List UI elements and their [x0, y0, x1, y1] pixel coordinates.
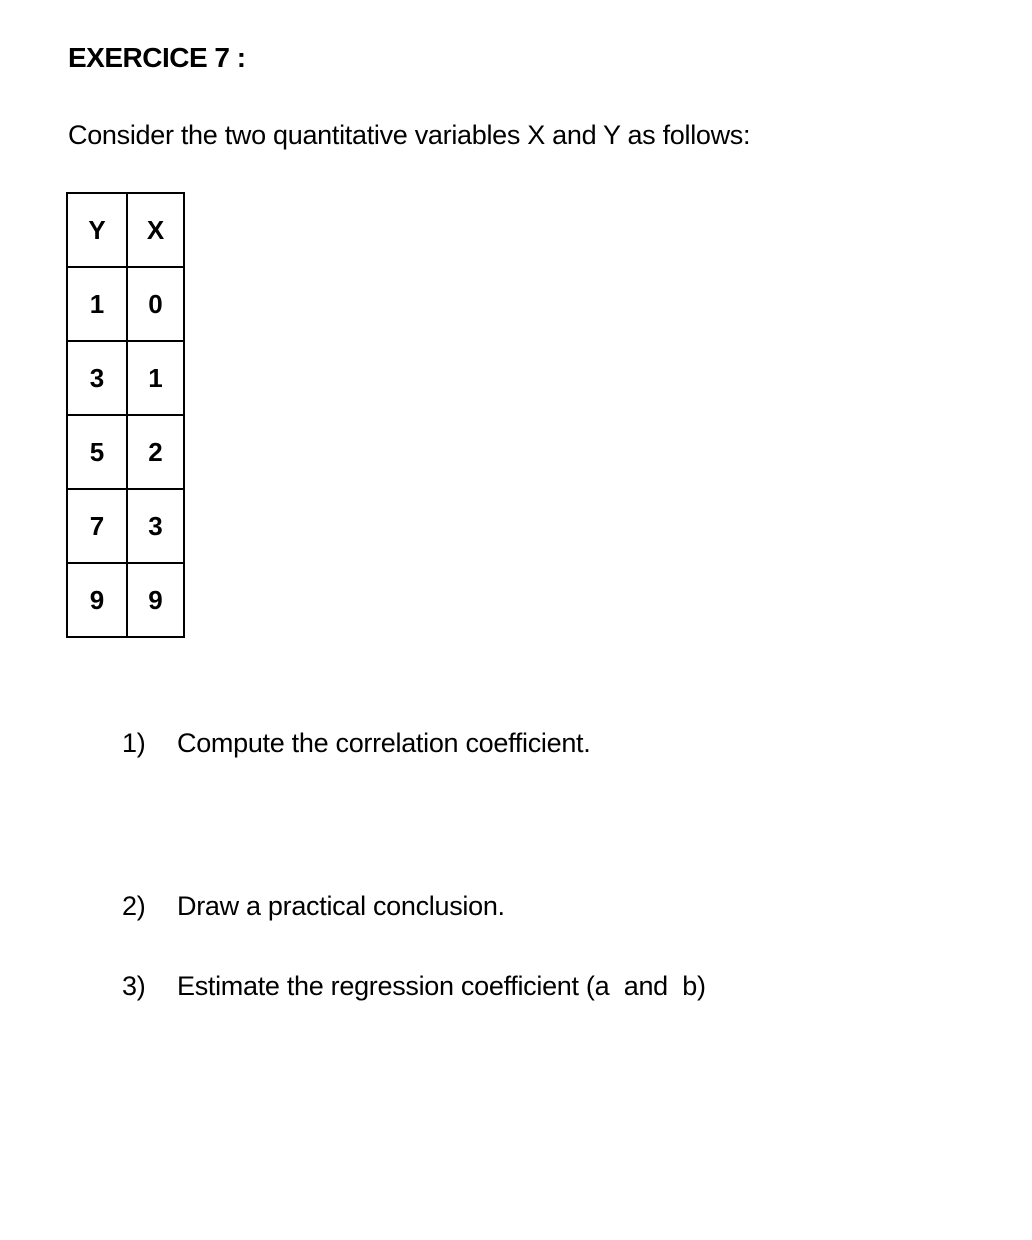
cell-x: 0: [127, 267, 184, 341]
cell-y: 3: [67, 341, 127, 415]
header-x: X: [127, 193, 184, 267]
cell-y: 7: [67, 489, 127, 563]
data-table: [66, 192, 185, 638]
cell-x: 3: [127, 489, 184, 563]
table-row: [67, 489, 184, 563]
table-row: [67, 415, 184, 489]
intro-text: Consider the two quantitative variables X and Y as follows:: [68, 120, 751, 150]
table-row: [67, 267, 184, 341]
header-y: Y: [67, 193, 127, 267]
table-header-row: [67, 193, 184, 267]
question-text: Draw a practical conclusion.: [177, 891, 505, 921]
cell-y: 9: [67, 563, 127, 637]
question-text: Compute the correlation coefficient.: [177, 728, 591, 758]
cell-y: 5: [67, 415, 127, 489]
table-row: [67, 563, 184, 637]
cell-y: 1: [67, 267, 127, 341]
question-3: [122, 971, 706, 1002]
question-text: Estimate the regression coefficient (a and b): [177, 971, 706, 1001]
question-1: [122, 728, 590, 759]
cell-x: 1: [127, 341, 184, 415]
question-number: 3): [122, 971, 146, 1001]
cell-x: 2: [127, 415, 184, 489]
cell-x: 9: [127, 563, 184, 637]
question-2: [122, 891, 505, 922]
exercise-title: EXERCICE 7 :: [68, 42, 246, 73]
question-number: 1): [122, 728, 146, 758]
table-row: [67, 341, 184, 415]
question-number: 2): [122, 891, 146, 921]
